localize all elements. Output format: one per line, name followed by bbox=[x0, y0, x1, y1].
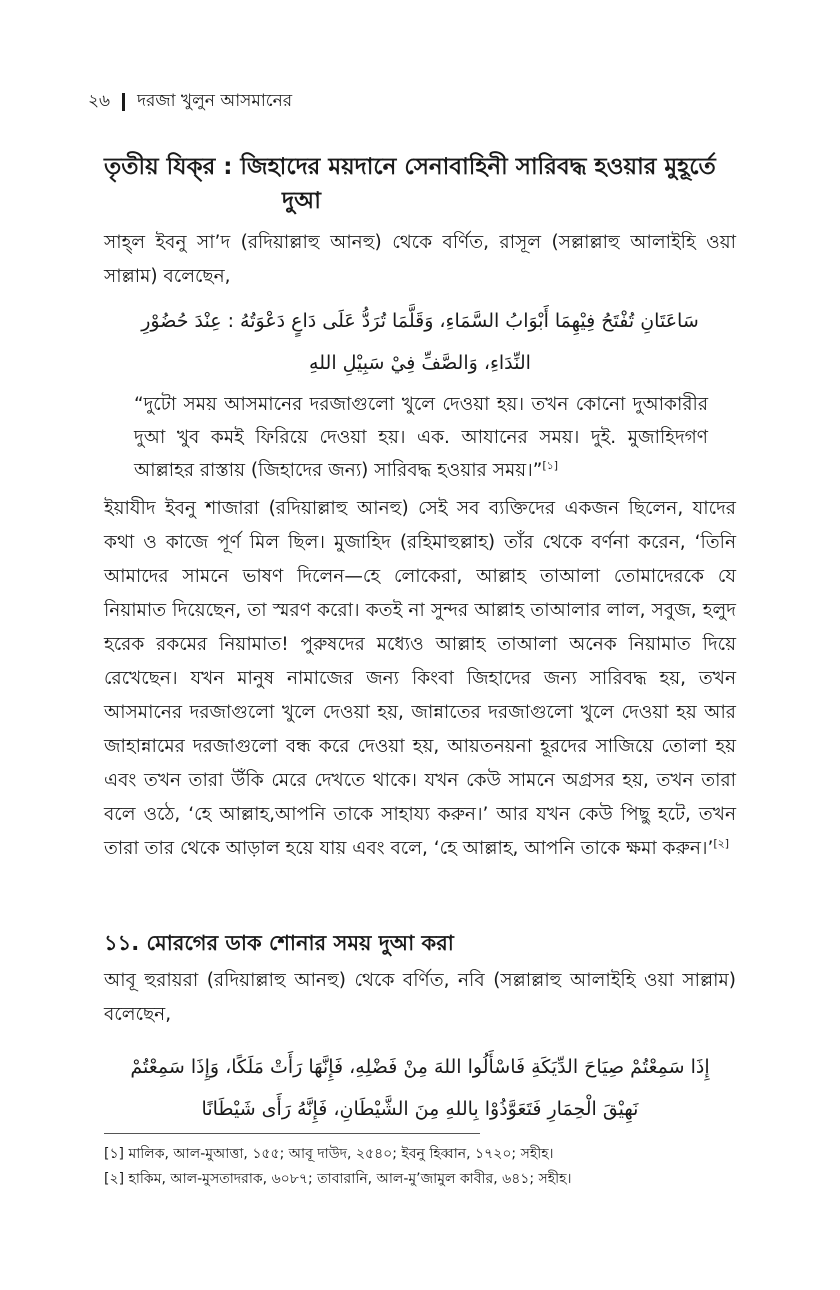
running-header bbox=[88, 88, 292, 116]
footnote-divider bbox=[104, 1133, 480, 1134]
section-heading-line-1: তৃতীয় যিক্‌র : জিহাদের ময়দানে সেনাবাহিনী সারিবদ্ধ হওয়ার মুহূর্তে bbox=[104, 154, 716, 180]
footnote-ref[interactable]: [২] bbox=[713, 836, 730, 850]
footnote-text: হাকিম, আল-মুসতাদরাক, ৬০৮৭; তাবারানি, আল-মু’জামুল কাবীর, ৬৪১; সহীহ। bbox=[128, 1171, 572, 1187]
arabic-line: سَاعَتَانِ تُفْتَحُ فِيْهِمَا أَبْوَابُ السَّمَاءِ، وَقَلَّمَا تُرَدُّ عَلَى دَاعٍ دَعْوَتُهُ : عِنْدَ حُضُوْرِ bbox=[141, 310, 699, 332]
footnote-text: মালিক, আল-মুআত্তা, ১৫৫; আবূ দাউদ, ২৫৪০; ইবনু হিব্বান, ১৭২০; সহীহ। bbox=[128, 1146, 554, 1162]
narrative-text: ইয়াযীদ ইবনু শাজারা (রদিয়াল্লাহু আনহু) সেই সব ব্যক্তিদের একজন ছিলেন, যাদের কথা ও কাজে পূর্ণ মিল ছিল। মুজাহিদ (রহিমাহুল্লাহ) তাঁর থেকে বর্ণনা করেন, ‘তিনি আমাদের সামনে ভাষণ দিলেন—হে লোকেরা, আল্লাহ তাআলা তোমাদেরকে যে নিয়ামাত দিয়েছেন, তা স্মরণ করো। কতই না সুন্দর আল্লাহ তাআলার লাল, সবুজ, হলুদ হরেক রকমের নিয়ামাত! পুরুষদের মধ্যেও আল্লাহ তাআলা অনেক নিয়ামাত দিয়ে রেখেছেন। যখন মানুষ নামাজের জন্য কিংবা জিহাদের জন্য সারিবদ্ধ হয়, তখন আসমানের দরজাগুলো খুলে দেওয়া হয়, জান্নাতের দরজাগুলো খুলে দেওয়া হয় আর জাহান্নামের দরজাগুলো বন্ধ করে দেওয়া হয়, আয়তনয়না হূরদের সাজিয়ে তোলা হয় এবং তখন তারা উঁকি মেরে দেখতে থাকে। যখন কেউ সামনে অগ্রসর হয়, তখন তারা বলে ওঠে, ‘হে আল্লাহ,আপনি তাকে সাহায্য করুন।’ আর যখন কেউ পিছু হটে, তখন তারা তার থেকে আড়াল হয়ে যায় এবং বলে, ‘হে আল্লাহ, আপনি তাকে ক্ষমা করুন।’ bbox=[104, 498, 736, 859]
footnote-item bbox=[104, 1167, 736, 1192]
footnote-ref[interactable]: [১] bbox=[542, 458, 559, 472]
footnote-item bbox=[104, 1142, 736, 1167]
hadith-intro-paragraph: আবূ হুরায়রা (রদিয়াল্লাহু আনহু) থেকে বর্ণিত, নবি (সল্লাল্লাহু আলাইহি ওয়া সাল্লাম) বলেছেন, bbox=[104, 970, 736, 1025]
section-heading-11: ১১. মোরগের ডাক শোনার সময় দুআ করা bbox=[104, 931, 454, 955]
arabic-line: نَهِيْقَ الْحِمَارِ فَتَعَوَّذُوْا بِاللهِ مِنَ الشَّيْطَانِ، فَإِنَّهُ رَأَى شَيْطَانًا bbox=[201, 1098, 639, 1120]
footnote-marker: [২] bbox=[104, 1171, 125, 1187]
arabic-hadith-text bbox=[110, 300, 730, 384]
header-separator bbox=[122, 93, 125, 111]
section-heading-line-2: দুআ bbox=[282, 188, 321, 214]
narrative-paragraph bbox=[104, 492, 736, 866]
hadith-intro-paragraph: সাহ্‌ল ইবনু সা’দ (রদিয়াল্লাহু আনহু) থেকে বর্ণিত, রাসূল (সল্লাল্লাহু আলাইহি ওয়া সাল্লাম) বলেছেন, bbox=[104, 232, 736, 287]
page-number: ২৬ bbox=[88, 91, 111, 111]
footnotes bbox=[104, 1142, 736, 1192]
translation-text: “দুটো সময় আসমানের দরজাগুলো খুলে দেওয়া হয়। তখন কোনো দুআকারীর দুআ খুব কমই ফিরিয়ে দেওয়া হয়। এক. আযানের সময়। দুই. মুজাহিদগণ আল্লাহর রাস্তায় (জিহাদের জন্য) সারিবদ্ধ হওয়ার সময়।” bbox=[134, 394, 708, 481]
arabic-line: إِذَا سَمِعْتُمْ صِيَاحَ الدِّيَكَةِ فَاسْأَلُوا اللهَ مِنْ فَضْلِهِ، فَإِنَّهَا رَأَتْ مَلَكًا، وَإِذَا سَمِعْتُمْ bbox=[130, 1056, 710, 1078]
arabic-line: النِّدَاءِ، وَالصَّفِّ فِيْ سَبِيْلِ اللهِ bbox=[309, 352, 531, 374]
book-title: দরজা খুলুন আসমানের bbox=[137, 91, 293, 111]
section-heading-dhikr-3 bbox=[104, 150, 744, 218]
arabic-hadith-text bbox=[110, 1046, 730, 1130]
footnote-marker: [১] bbox=[104, 1146, 125, 1162]
hadith-translation bbox=[134, 388, 708, 487]
